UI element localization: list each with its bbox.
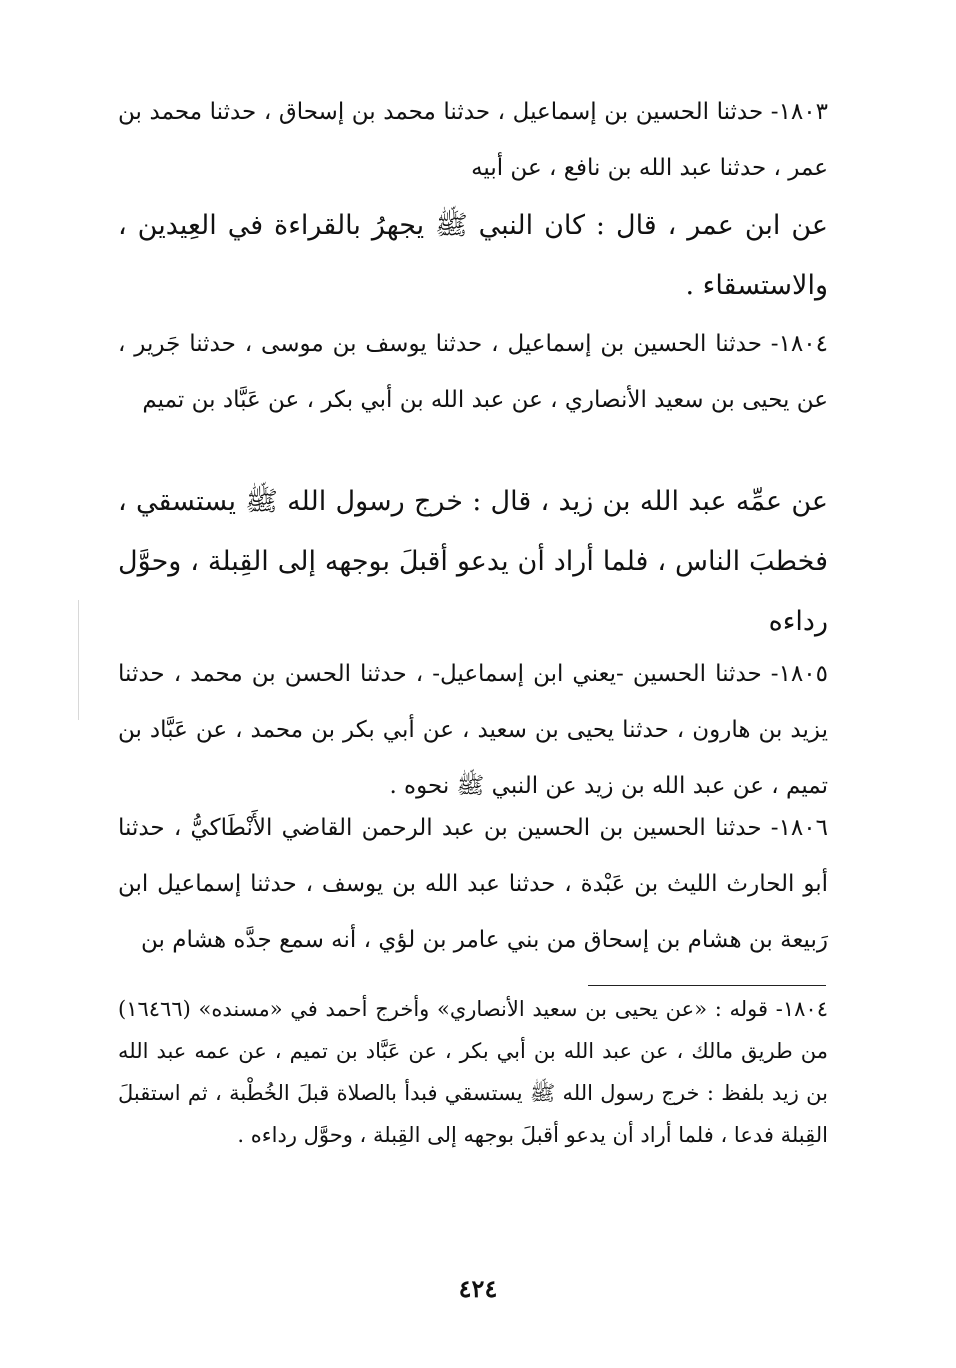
hadith-1803-isnad bbox=[118, 84, 828, 196]
hadith-1806-text: ١٨٠٦- حدثنا الحسين بن الحسين بن عبد الرحمن القاضي الأَنْطَاكيُّ ، حدثنا أبو الحارث الليث بن عَبْدة ، حدثنا عبد الله بن يوسف ، حدثنا إسماعيل ابن رَبيعة بن هشام بن إسحاق من بني عامر بن لؤي ، أنه سمع جدَّه هشام بن bbox=[118, 815, 828, 953]
hadith-1803-isnad-text: ١٨٠٣- حدثنا الحسين بن إسماعيل ، حدثنا محمد بن إسحاق ، حدثنا محمد بن عمر ، حدثنا عبد الله بن نافع ، عن أبيه bbox=[118, 99, 828, 181]
hadith-1804-matn bbox=[118, 472, 828, 652]
footnote bbox=[118, 988, 828, 1156]
footnote-separator bbox=[588, 985, 826, 986]
hadith-1805-text: ١٨٠٥- حدثنا الحسين -يعني ابن إسماعيل- ، حدثنا الحسن بن محمد ، حدثنا يزيد بن هارون ، حدثنا يحيى بن سعيد ، عن أبي بكر بن محمد ، عن عَبَّاد بن تميم ، عن عبد الله بن زيد عن النبي ﷺ نحوه . bbox=[118, 661, 828, 799]
margin-mark bbox=[78, 600, 79, 720]
footnote-text: ١٨٠٤- قوله : «عن يحيى بن سعيد الأنصاري» وأخرج أحمد في «مسنده» (١٦٤٦٦) من طريق مالك ، عن عبد الله بن أبي بكر ، عن عَبَّاد بن تميم ، عن عمه عبد الله بن زيد بلفظ : خرج رسول الله ﷺ يستسقي فبدأ بالصلاة قبلَ الخُطْبة ، ثم استقبلَ القِبلة فدعا ، فلما أراد أن يدعو أقبلَ بوجهه إلى القِبلة ، وحوَّل رداءه . bbox=[118, 997, 828, 1147]
hadith-1804-isnad-text: ١٨٠٤- حدثنا الحسين بن إسماعيل ، حدثنا يوسف بن موسى ، حدثنا جَرير ، عن يحيى بن سعيد الأنصاري ، عن عبد الله بن أبي بكر ، عن عَبَّاد بن تميم bbox=[118, 331, 828, 413]
hadith-1804-isnad bbox=[118, 316, 828, 428]
hadith-1804-matn-text: عن عمِّه عبد الله بن زيد ، قال : خرج رسول الله ﷺ يستسقي ، فخطبَ الناس ، فلما أراد أن يدعو أقبلَ بوجهه إلى القِبلة ، وحوَّل رداءه bbox=[118, 486, 828, 637]
hadith-1803-matn bbox=[118, 196, 828, 316]
hadith-1805 bbox=[118, 646, 828, 814]
hadith-1803-matn-text: عن ابن عمر ، قال : كان النبي ﷺ يجهرُ بالقراءة في العِيدين ، والاستسقاء . bbox=[118, 210, 828, 301]
hadith-1806 bbox=[118, 800, 828, 968]
page-number: ٤٢٤ bbox=[458, 1274, 498, 1303]
